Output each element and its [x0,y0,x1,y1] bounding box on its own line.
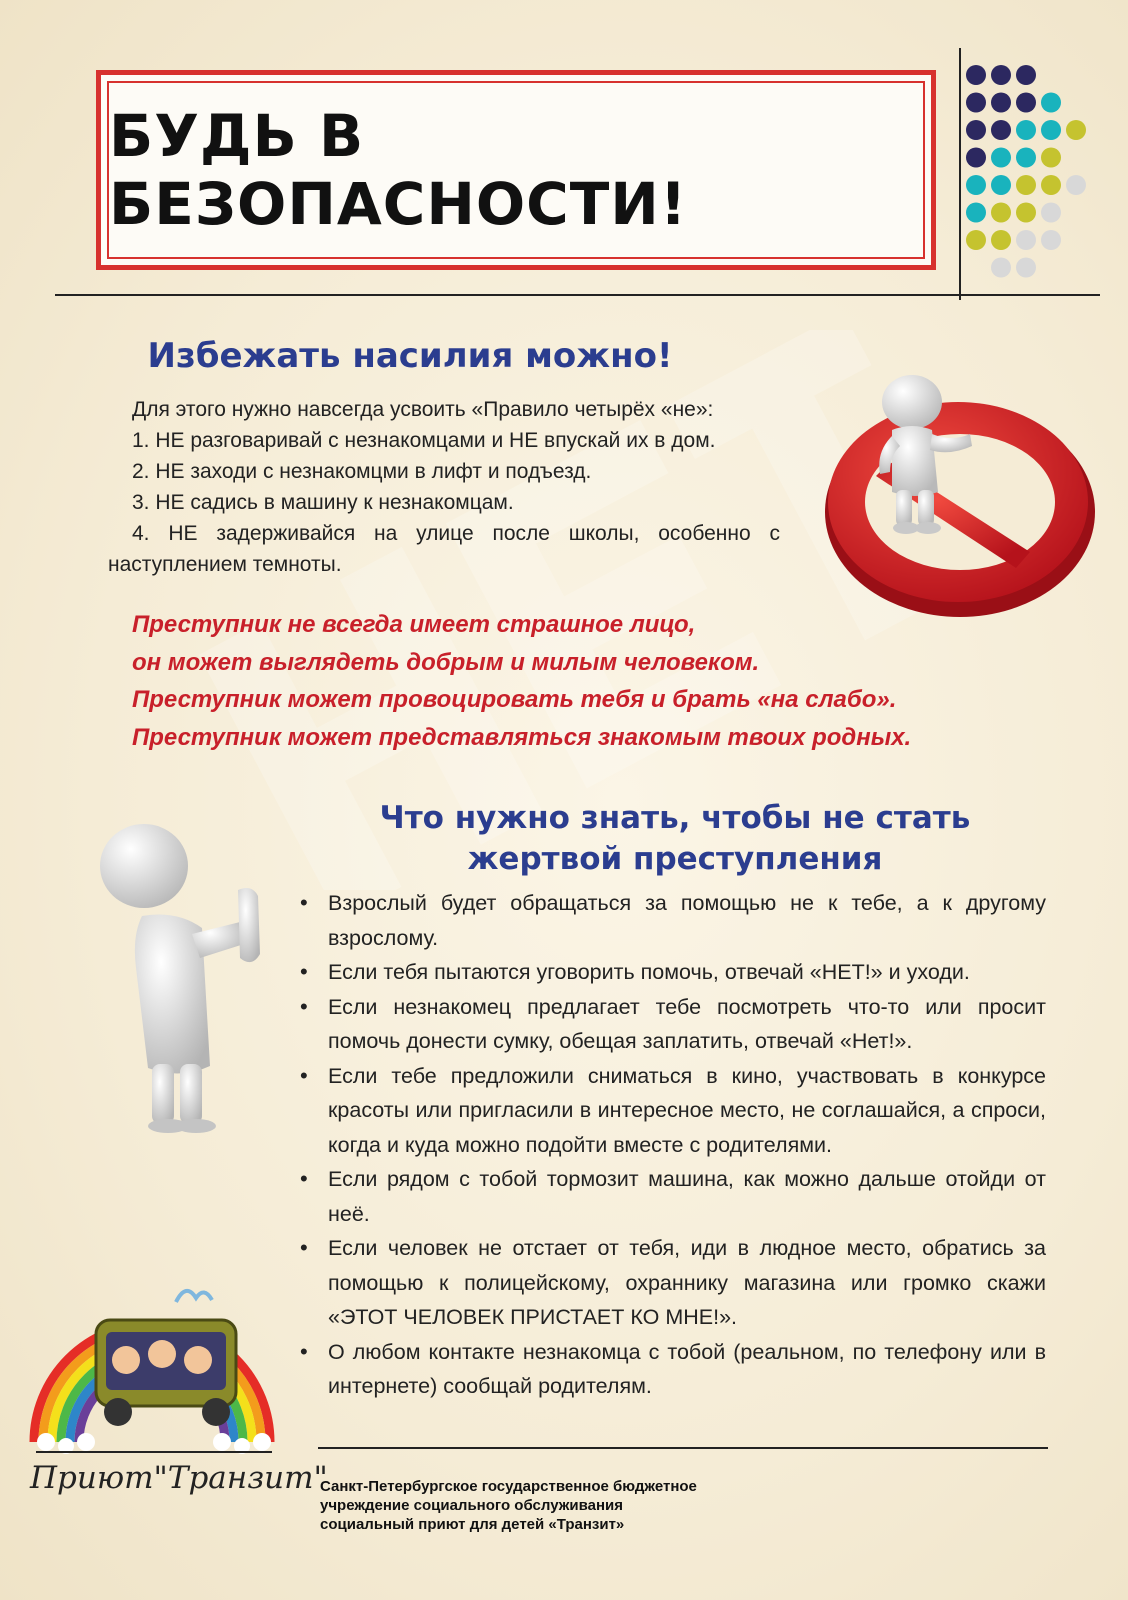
list-item [296,955,1046,990]
section2-heading-line: Что нужно знать, чтобы не стать [379,800,971,836]
footer-line: учреждение социального обслуживания [320,1497,623,1514]
vertical-divider [959,48,961,300]
section2-heading-line: жертвой преступления [467,841,883,877]
header-divider [55,294,1100,296]
tips-list [296,886,1046,1404]
decor-dot [1066,175,1086,195]
list-item-text: • Если рядом с тобой тормозит машина, как можно дальше отойди от неё. [328,1167,1046,1226]
decorative-dots [965,64,1095,294]
list-item-text: • Если незнакомец предлагает тебе посмотреть что-то или просит помочь донести сумку, обещая заплатить, отвечай «Нет!». [328,994,1046,1053]
footer-line: социальный приют для детей «Транзит» [320,1516,625,1533]
decor-dot [991,203,1011,223]
decor-dot [966,230,986,250]
list-item-text: • Если человек не отстает от тебя, иди в людное место, обратись за помощью к полицейскому, охраннику магазина или громко скажи «ЭТОТ ЧЕЛОВЕК ПРИСТАЕТ КО МНЕ!». [328,1236,1046,1329]
decor-dot [991,120,1011,140]
decor-dot [1066,120,1086,140]
decor-dot [966,65,986,85]
footer-line: Санкт-Петербургское государственное бюджетное [320,1478,697,1495]
decor-dot [991,258,1011,278]
rule-item: 2. НЕ заходи с незнакомцми в лифт и подъезд. [132,460,592,483]
footer-divider [318,1447,1048,1449]
section2-heading [340,798,1010,880]
decor-dot [1016,230,1036,250]
list-item-text: • О любом контакте незнакомца с тобой (реальном, по телефону или в интернете) сообщай родителям. [328,1339,1046,1398]
logo-caption: Приют"Транзит" [30,1460,328,1496]
decor-dot [1016,258,1036,278]
rule-item: 4. НЕ задерживайся на улице после школы, особенно с наступлением темноты. [108,522,780,576]
rules-block [108,394,780,580]
decor-dot [1016,93,1036,113]
decor-dot [1041,175,1061,195]
decor-dot [1016,203,1036,223]
decor-dot [991,148,1011,168]
decor-dot [1016,65,1036,85]
decor-dot [1016,175,1036,195]
list-item [296,1335,1046,1404]
decor-dot [991,65,1011,85]
decor-dot [966,120,986,140]
footer [320,1477,1040,1534]
list-item [296,990,1046,1059]
decor-dot [966,203,986,223]
list-item-text: • Если тебя пытаются уговорить помочь, отвечай «НЕТ!» и уходи. [328,960,970,984]
decor-dot [966,93,986,113]
warning-line: Преступник может представляться знакомым твоих родных. [132,723,912,751]
warning-line: он может выглядеть добрым и милым человеком. [132,648,760,676]
decor-dot [966,148,986,168]
rules-intro: Для этого нужно навсегда усвоить «Правило четырёх «не»: [132,398,714,421]
prohibition-sign-figure [820,372,1100,622]
decor-dot [966,175,986,195]
warning-line: Преступник может провоцировать тебя и брать «на слабо». [132,686,897,713]
rule-item: 3. НЕ садись в машину к незнакомцам. [132,491,514,514]
stop-gesture-figure [92,818,292,1138]
decor-dot [1016,148,1036,168]
decor-dot [1041,93,1061,113]
section1-heading: Избежать насилия можно! [147,336,673,376]
decor-dot [1041,203,1061,223]
decor-dot [1041,148,1061,168]
list-item [296,1059,1046,1163]
decor-dot [991,175,1011,195]
list-item [296,886,1046,955]
decor-dot [1041,230,1061,250]
decor-dot [1016,120,1036,140]
page-title: БУДЬ В БЕЗОПАСНОСТИ! [109,102,688,238]
title-frame [96,70,936,270]
list-item [296,1231,1046,1335]
warning-block [132,606,952,756]
decor-dot [991,230,1011,250]
list-item-text: • Взрослый будет обращаться за помощью не к тебе, а к другому взрослому. [328,891,1046,950]
warning-line: Преступник не всегда имеет страшное лицо, [132,611,696,638]
rule-item: 1. НЕ разговаривай с незнакомцами и НЕ впускай их в дом. [132,429,716,452]
list-item [296,1162,1046,1231]
decor-dot [1041,120,1061,140]
list-item-text: • Если тебе предложили сниматься в кино, участвовать в конкурсе красоты или пригласили в интересное место, не соглашайся, а спроси, когда и куда можно подойти вместе с родителями. [328,1063,1046,1157]
decor-dot [991,93,1011,113]
